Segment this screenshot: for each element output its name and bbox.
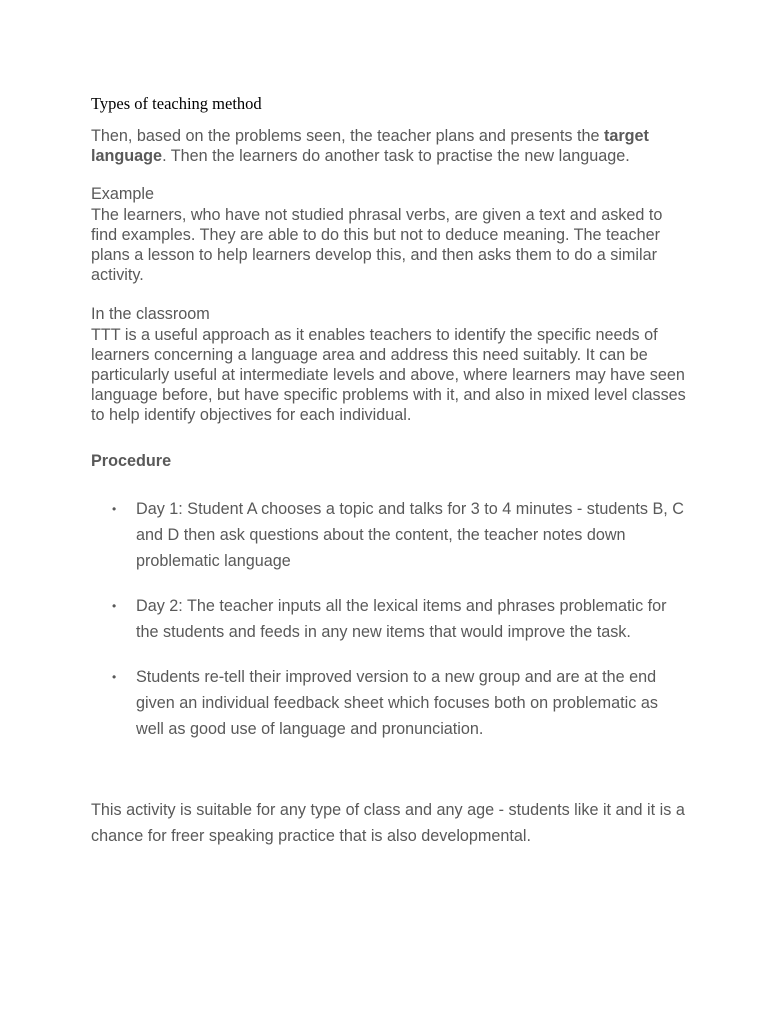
intro-text-end: . Then the learners do another task to practise the new language. [162, 147, 630, 166]
bullet-icon: • [112, 669, 117, 684]
classroom-label: In the classroom [91, 305, 210, 324]
example-section [91, 184, 688, 285]
example-label: Example [91, 185, 154, 204]
list-item [91, 496, 688, 575]
bullet-icon: • [112, 501, 117, 516]
intro-paragraph [91, 126, 688, 166]
procedure-item-text: Day 1: Student A chooses a topic and talks for 3 to 4 minutes - students B, C and D then ask questions about the content, the teacher notes down problematic language [136, 499, 684, 571]
example-text: The learners, who have not studied phrasal verbs, are given a text and asked to find examples. They are able to do this but not to deduce meaning. The teacher plans a lesson to help learners develop this, and then asks them to do a similar activity. [91, 205, 663, 285]
intro-text-start: Then, based on the problems seen, the teacher plans and presents the [91, 127, 604, 145]
spacer [91, 285, 688, 304]
classroom-section [91, 304, 688, 425]
spacer [91, 166, 688, 184]
procedure-item-text: Students re-tell their improved version to a new group and are at the end given an individual feedback sheet which focuses both on problematic as well as good use of language and pronunciation. [136, 667, 658, 739]
classroom-text: TTT is a useful approach as it enables teachers to identify the specific needs of learners concerning a language area and address this need suitably. It can be particularly useful at intermediate levels and above, where learners may have seen language before, but have specific problems with it, and also in mixed level classes to help identify objectives for each individual. [91, 325, 686, 425]
closing-paragraph: This activity is suitable for any type of class and any age - students like it and it is a chance for freer speaking practice that is also developmental. [91, 800, 685, 846]
list-item [91, 664, 688, 743]
document-title: Types of teaching method [91, 94, 262, 113]
procedure-list [91, 496, 688, 743]
procedure-heading: Procedure [91, 451, 172, 470]
procedure-item-text: Day 2: The teacher inputs all the lexical items and phrases problematic for the students and feeds in any new items that would improve the task. [136, 596, 667, 642]
list-item [91, 593, 688, 646]
intro-bold-term: target language [91, 127, 649, 166]
bullet-icon: • [112, 598, 117, 613]
